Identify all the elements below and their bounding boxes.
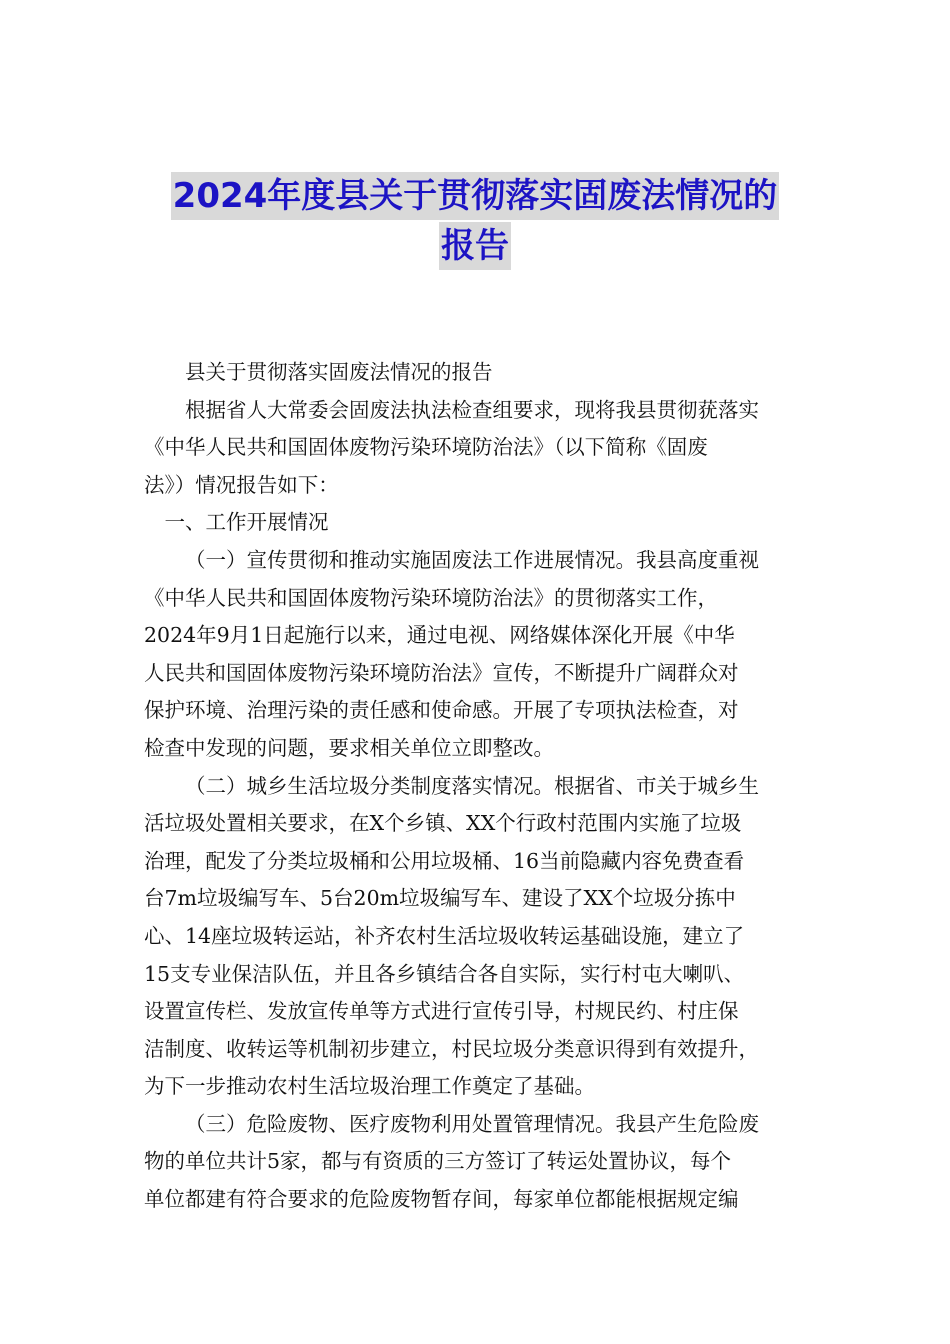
title-line-2: 报告 [439,222,511,270]
paragraph-section-1-2: （二）城乡生活垃圾分类制度落实情况。根据省、市关于城乡生 活垃圾处置相关要求，在X个乡镇、XX个行政村范围内实施了垃圾 治理，配发了分类垃圾桶和公用垃圾桶、16当前隐藏内容免费查看 台7m垃圾编写车、5台20m垃圾编写车、建设了XX个垃圾分拣中 心、14座垃圾转运站，补齐农村生活垃圾收转运基础设施，建立了 15支专业保洁队伍，并且各乡镇结合各自实际，实行村屯大喇叭、 设置宣传栏、发放宣传单等方式进行宣传引导，村规民约、村庄保 洁制度、收转运等机制初步建立，村民垃圾分类意识得到有效提升， 为下一步推动农村生活垃圾治理工作奠定了基础。 [144,773,759,1099]
paragraph-section-1-3: （三）危险废物、医疗废物利用处置管理情况。我县产生危险废 物的单位共计5家，都与有资质的三方签订了转运处置协议，每个 单位都建有符合要求的危险废物暂存间，每家单位都能根据规定编 [144,1111,759,1212]
paragraph-intro: 根据省人大常委会固废法执法检查组要求，现将我县贯彻莸落实 《中华人民共和国固体废物污染环境防治法》（以下简称《固废 法》）情况报告如下： [144,397,759,497]
paragraph-subtitle: 县关于贯彻落实固废法情况的报告 [185,360,493,384]
title-line-1: 2024年度县关于贯彻落实固废法情况的 [171,172,780,220]
paragraph-section-1-1: （一）宣传贯彻和推动实施固废法工作进展情况。我县高度重视 《中华人民共和国固体废物污染环境防治法》的贯彻落实工作， 2024年9月1日起施行以来，通过电视、网络媒体深化开展《中华 人民共和国固体废物污染环境防治法》宣传，不断提升广阔群众对 保护环境、治理污染的责任感和使命感。开展了专项执法检查，对 检查中发现的问题，要求相关单位立即整改。 [144,547,759,760]
section-heading-1: 一、工作开展情况 [164,510,329,535]
document-body [144,354,808,1219]
document-title [0,172,950,272]
